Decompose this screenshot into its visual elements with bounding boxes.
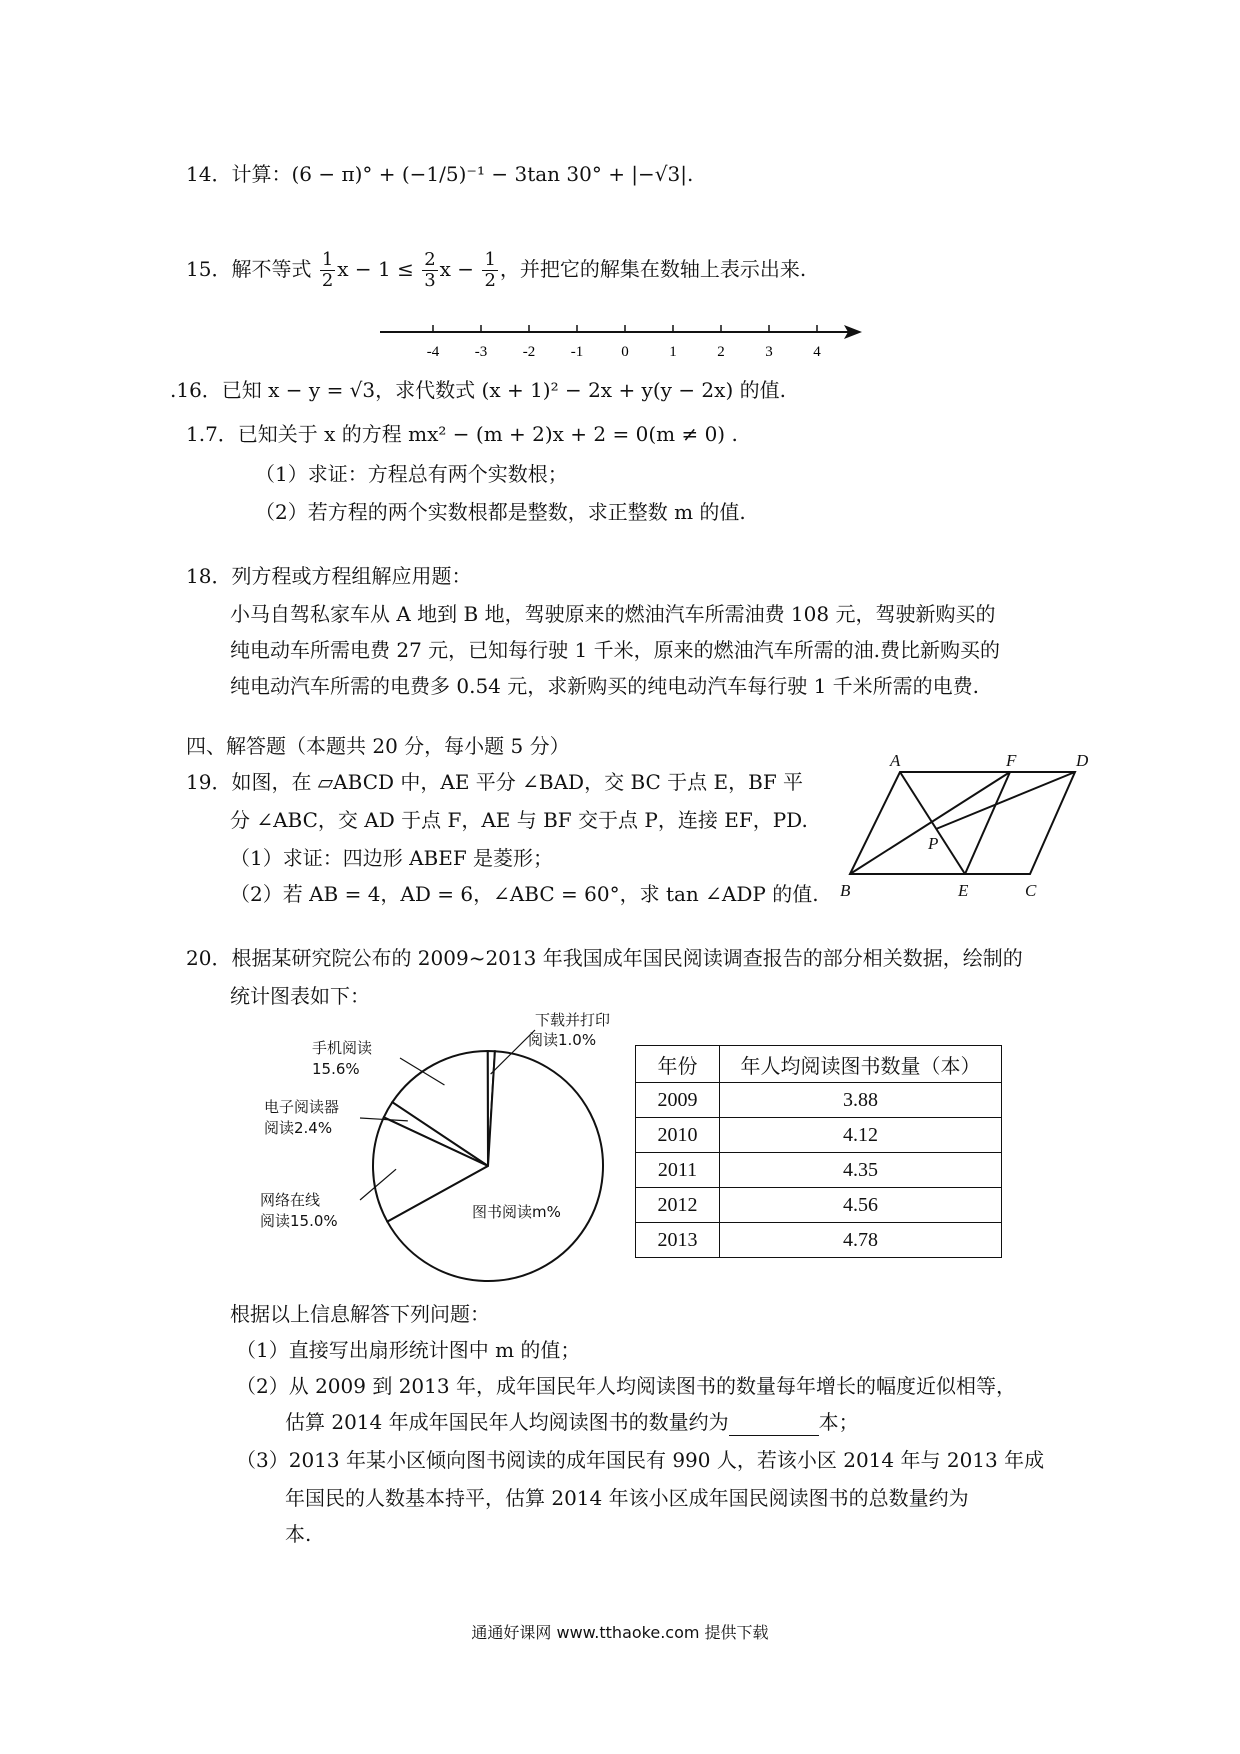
label-online-2: 阅读15.0% xyxy=(260,1212,338,1230)
q15-number: 15． xyxy=(186,257,232,281)
number-line-label: 3 xyxy=(765,344,773,360)
question-20-part-3c: 本. xyxy=(285,1522,312,1546)
table-cell-value: 4.56 xyxy=(720,1188,1002,1223)
q15-mid-1: x − 1 ≤ xyxy=(337,257,414,281)
question-20-line-1: 20．根据某研究院公布的 2009~2013 年我国成年国民阅读调查报告的部分相关数据，绘制的 xyxy=(186,946,1023,970)
q20-p2b-end: 本； xyxy=(818,1410,859,1434)
question-14: 14．计算：(6 − π)° + (−1/5)⁻¹ − 3tan 30° + |−√3|. xyxy=(186,162,694,186)
answer-blank[interactable] xyxy=(729,1415,819,1436)
number-line-label: -2 xyxy=(522,344,536,360)
q15-frac-3: $\frac{1}{2}$ xyxy=(484,249,496,291)
question-20-part-2b xyxy=(285,1408,859,1436)
label-d: D xyxy=(1076,751,1089,770)
table-cell-value: 3.88 xyxy=(720,1083,1002,1118)
table-row xyxy=(636,1188,1002,1223)
label-download-1: 下载并打印 xyxy=(535,1011,611,1029)
q15-mid-2: x − xyxy=(439,257,475,281)
table-row xyxy=(636,1153,1002,1188)
table-cell-year: 2012 xyxy=(636,1188,720,1223)
table-cell-year: 2010 xyxy=(636,1118,720,1153)
table-cell-year: 2013 xyxy=(636,1223,720,1258)
q15-frac-1: $\frac{1}{2}$ xyxy=(321,249,334,291)
parallelogram-abcd xyxy=(850,772,1075,874)
label-f: F xyxy=(1006,751,1017,770)
table-row xyxy=(636,1118,1002,1153)
q15-pre: 解不等式 xyxy=(231,257,312,281)
label-b: B xyxy=(840,881,851,900)
number-line-label: -3 xyxy=(474,344,488,360)
number-line-label: -4 xyxy=(426,344,440,360)
question-17-part-1: （1）求证：方程总有两个实数根； xyxy=(255,462,568,486)
section-4-heading: 四、解答题（本题共 20 分，每小题 5 分） xyxy=(186,734,570,758)
parallelogram-figure xyxy=(840,750,1090,910)
table-header-books: 年人均阅读图书数量（本） xyxy=(720,1046,1002,1083)
table-row xyxy=(636,1083,1002,1118)
number-line-label: 0 xyxy=(621,344,629,360)
segment-ae xyxy=(900,772,965,874)
table-cell-value: 4.35 xyxy=(720,1153,1002,1188)
table-cell-year: 2011 xyxy=(636,1153,720,1188)
question-20-line-2: 统计图表如下： xyxy=(230,984,370,1008)
question-20-intro: 根据以上信息解答下列问题： xyxy=(230,1302,490,1326)
question-18: 18．列方程或方程组解应用题： xyxy=(186,564,472,588)
question-20-part-3b: 年国民的人数基本持平，估算 2014 年该小区成年国民阅读图书的总数量约为 xyxy=(285,1486,969,1510)
q20-p2b-text: 估算 2014 年成年国民年人均阅读图书的数量约为 xyxy=(285,1410,729,1434)
number-line-label: 2 xyxy=(717,344,725,360)
q15-frac-2: $\frac{2}{3}$ xyxy=(424,249,436,291)
label-p: P xyxy=(928,834,939,853)
question-16: .16．已知 x − y = √3，求代数式 (x + 1)² − 2x + y(y − 2x) 的值. xyxy=(170,378,786,402)
pie-chart xyxy=(250,1000,630,1290)
label-ereader-1: 电子阅读器 xyxy=(264,1098,340,1116)
question-20-part-3a: （3）2013 年某小区倾向图书阅读的成年国民有 990 人，若该小区 2014 年与 2013 年成 xyxy=(236,1448,1045,1472)
label-a: A xyxy=(890,751,901,770)
page-footer: 通通好课网 www.tthaoke.com 提供下载 xyxy=(471,1623,769,1642)
question-19-line-2: 分 ∠ABC，交 AD 于点 F，AE 与 BF 交于点 P，连接 EF，PD. xyxy=(230,808,808,832)
table-header-year: 年份 xyxy=(636,1046,720,1083)
label-book: 图书阅读m% xyxy=(472,1203,561,1221)
label-c: C xyxy=(1025,881,1037,900)
table-cell-value: 4.78 xyxy=(720,1223,1002,1258)
question-19-part-1: （1）求证：四边形 ABEF 是菱形； xyxy=(230,846,554,870)
question-17-part-2: （2）若方程的两个实数根都是整数，求正整数 m 的值. xyxy=(255,500,746,524)
label-ereader-2: 阅读2.4% xyxy=(264,1119,333,1137)
question-20-part-2a: （2）从 2009 到 2013 年，成年国民年人均阅读图书的数量每年增长的幅度近似相等， xyxy=(236,1374,1016,1398)
table-row xyxy=(636,1223,1002,1258)
number-line-label: 1 xyxy=(669,344,677,360)
question-19-part-2: （2）若 AB = 4，AD = 6，∠ABC = 60°，求 tan ∠ADP 的值. xyxy=(230,882,819,906)
label-mobile-2: 15.6% xyxy=(312,1060,360,1078)
table-cell-year: 2009 xyxy=(636,1083,720,1118)
table-cell-value: 4.12 xyxy=(720,1118,1002,1153)
reading-table xyxy=(635,1045,1002,1258)
question-18-line-3: 纯电动汽车所需的电费多 0.54 元，求新购买的纯电动汽车每行驶 1 千米所需的电费. xyxy=(230,674,980,698)
question-18-line-1: 小马自驾私家车从 A 地到 B 地，驾驶原来的燃油汽车所需油费 108 元，驾驶新购买的 xyxy=(230,602,996,626)
number-line-label: -1 xyxy=(570,344,584,360)
label-download-2: 阅读1.0% xyxy=(528,1031,597,1049)
question-15 xyxy=(186,250,806,291)
q15-post: ，并把它的解集在数轴上表示出来. xyxy=(499,257,807,281)
question-19-line-1: 19．如图，在 ▱ABCD 中，AE 平分 ∠BAD，交 BC 于点 E，BF 平 xyxy=(186,770,804,794)
number-line xyxy=(370,318,870,363)
question-20-part-1: （1）直接写出扇形统计图中 m 的值； xyxy=(236,1338,581,1362)
question-17: 1.7．已知关于 x 的方程 mx² − (m + 2)x + 2 = 0(m ≠ 0) . xyxy=(186,422,738,446)
question-18-line-2: 纯电动车所需电费 27 元，已知每行驶 1 千米，原来的燃油汽车所需的油.费比新购买的 xyxy=(230,638,1000,662)
number-line-label: 4 xyxy=(813,344,821,360)
label-e: E xyxy=(958,881,969,900)
label-online-1: 网络在线 xyxy=(260,1191,321,1209)
label-mobile-1: 手机阅读 xyxy=(312,1039,373,1057)
